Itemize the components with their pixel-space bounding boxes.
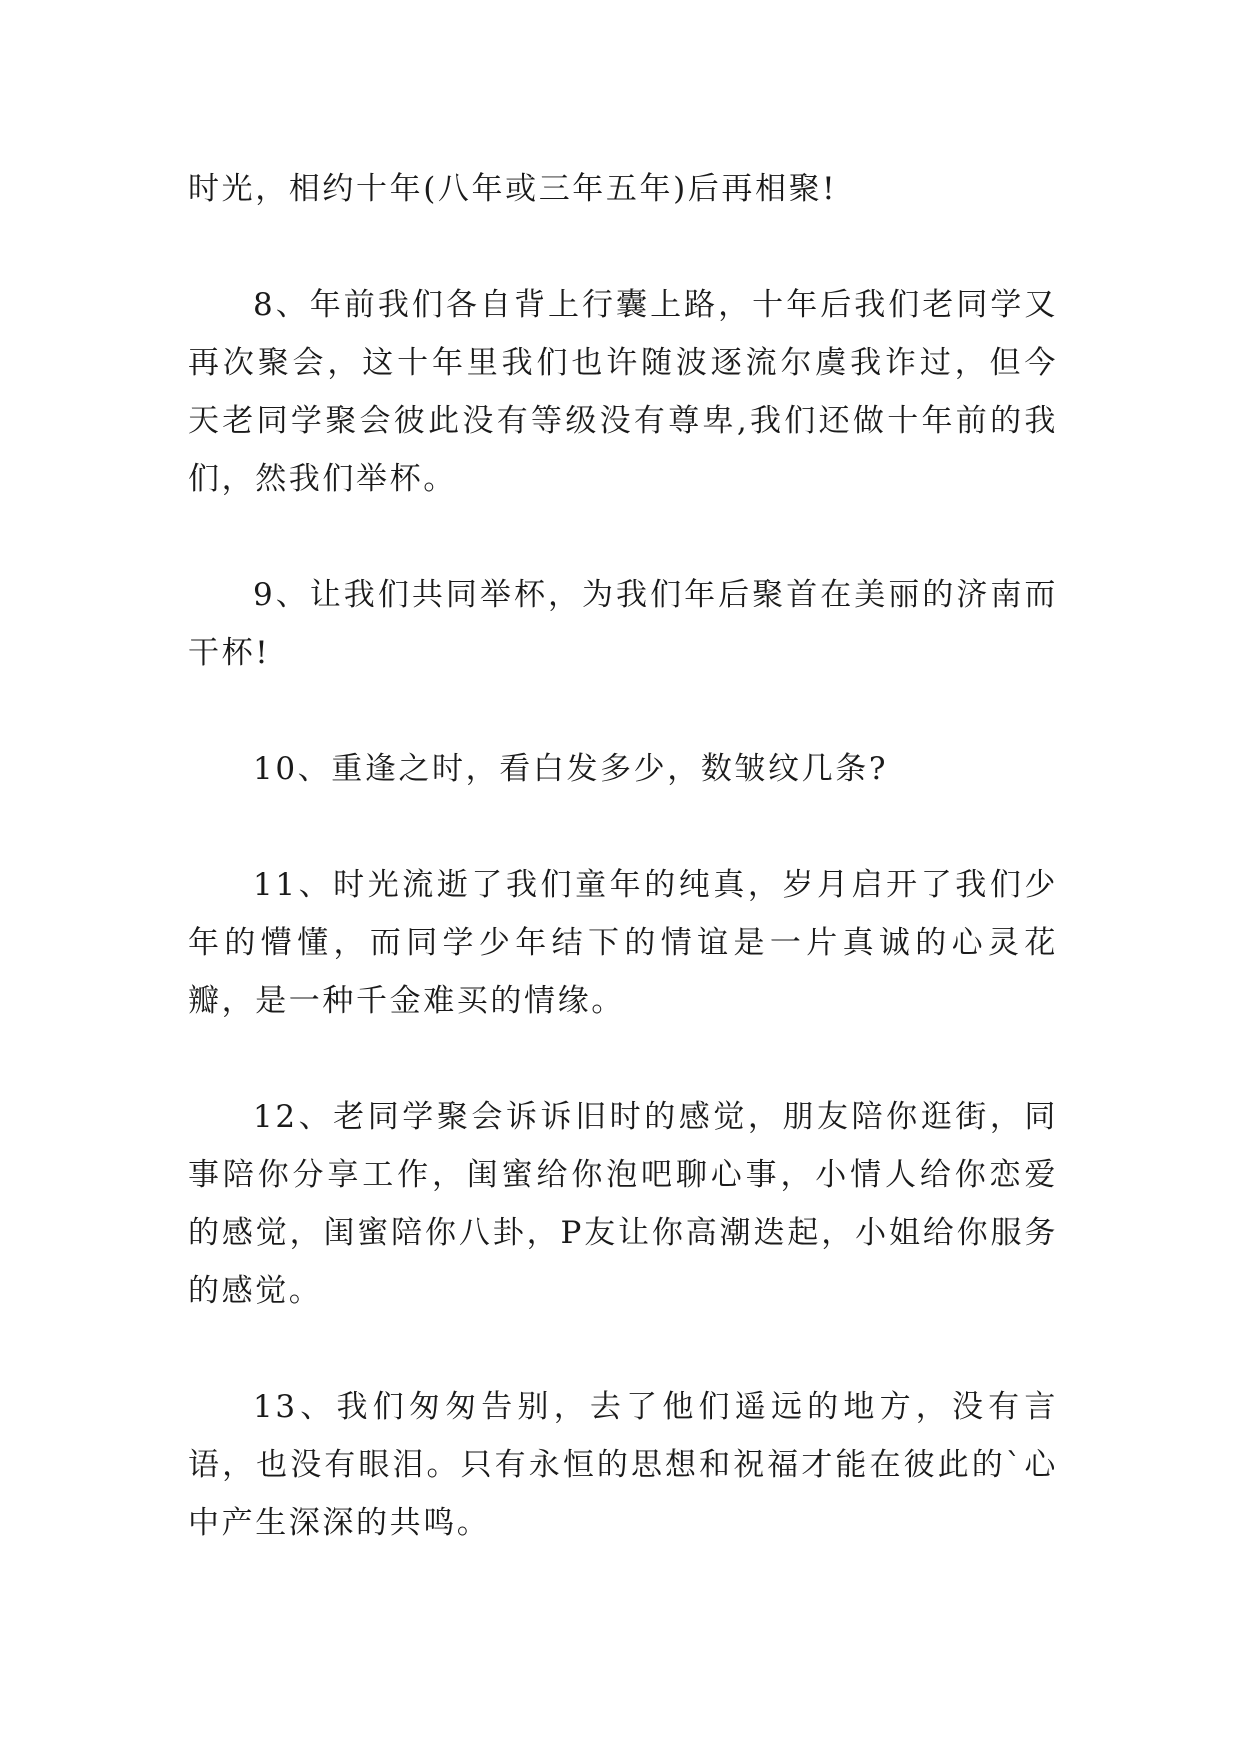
document-body	[188, 160, 1058, 1552]
paragraph-spacer	[188, 508, 1058, 566]
paragraph-12: 12、老同学聚会诉诉旧时的感觉，朋友陪你逛街，同事陪你分享工作，闺蜜给你泡吧聊心事，小情人给你恋爱的感觉，闺蜜陪你八卦，P友让你高潮迭起，小姐给你服务的感觉。	[188, 1099, 1058, 1309]
paragraph-spacer	[188, 682, 1058, 740]
paragraph-spacer	[188, 218, 1058, 276]
paragraph-13: 13、我们匆匆告别，去了他们遥远的地方，没有言语，也没有眼泪。只有永恒的思想和祝福才能在彼此的`心中产生深深的共鸣。	[188, 1389, 1058, 1541]
paragraph-spacer	[188, 1320, 1058, 1378]
paragraph-9: 9、让我们共同举杯，为我们年后聚首在美丽的济南而干杯!	[188, 577, 1058, 671]
paragraph-7-continuation: 时光，相约十年(八年或三年五年)后再相聚!	[188, 171, 838, 207]
paragraph-11: 11、时光流逝了我们童年的纯真，岁月启开了我们少年的懵懂，而同学少年结下的情谊是一片真诚的心灵花瓣，是一种千金难买的情缘。	[188, 867, 1058, 1019]
paragraph-8: 8、年前我们各自背上行囊上路，十年后我们老同学又再次聚会，这十年里我们也许随波逐流尔虞我诈过，但今天老同学聚会彼此没有等级没有尊卑,我们还做十年前的我们，然我们举杯。	[188, 287, 1058, 497]
paragraph-10: 10、重逢之时，看白发多少，数皱纹几条?	[253, 751, 889, 787]
paragraph-spacer	[188, 1030, 1058, 1088]
paragraph-spacer	[188, 798, 1058, 856]
